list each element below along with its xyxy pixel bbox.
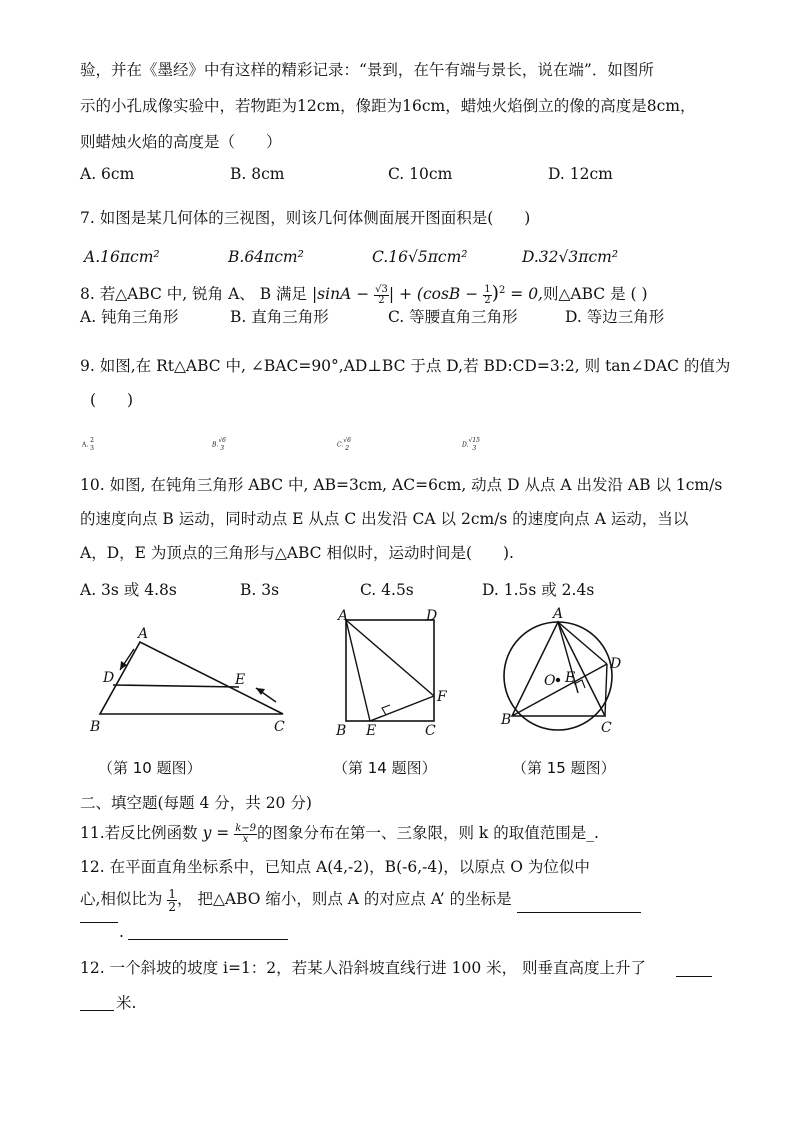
q9-stem: 9. 如图,在 Rt△ABC 中, ∠BAC=90°,AD⊥BC 于点 D,若 BD:CD=3:2, 则 tan∠DAC 的值为	[80, 357, 731, 375]
q11-prefix: 11.若反比例函数	[80, 824, 203, 842]
figure-15	[496, 604, 636, 734]
q11-suffix: 的图象分布在第一、三象限，则 k 的取值范围是_.	[257, 824, 599, 842]
q9-option-c-num: √6	[343, 437, 351, 444]
q12a-frac-den: 2	[168, 899, 177, 914]
q12a-line2-a: 心,相似比为	[80, 890, 163, 908]
fig10-label-d: D	[103, 670, 115, 686]
q9-option-a-num: 2	[90, 437, 94, 444]
figure-10	[80, 618, 310, 744]
fig14-label-a: A	[338, 608, 349, 624]
fig10-caption: （第 10 题图）	[98, 759, 202, 777]
q10-option-a: A. 3s 或 4.8s	[80, 581, 177, 599]
q11-y: y =	[202, 824, 230, 842]
fig10-label-c: C	[274, 719, 285, 735]
q12a-line1: 12. 在平面直角坐标系中，已知点 A(4,-2)，B(-6,-4)，以原点 O 为位似中	[80, 858, 590, 876]
fig15-label-c: C	[601, 720, 612, 734]
fig10-label-e: E	[235, 672, 246, 688]
q8-frac1-den: 2	[378, 294, 385, 306]
q8-option-b: B. 直角三角形	[230, 308, 329, 326]
q11-frac	[234, 824, 257, 845]
fig15-label-a: A	[553, 606, 564, 622]
q7-option-a: A.16πcm²	[84, 248, 160, 266]
q8-option-a: A. 钝角三角形	[80, 308, 179, 326]
fig14-segment-af	[346, 620, 434, 696]
q12b-answer-blank[interactable]	[676, 976, 712, 977]
fig15-label-o: O	[544, 673, 556, 689]
q7-option-d: D.32√3πcm²	[522, 248, 619, 266]
q10-line3: A，D，E 为顶点的三角形与△ABC 相似时，运动时间是( ).	[80, 544, 514, 562]
q9-paren: ( )	[90, 391, 134, 409]
q6-line1: 验，并在《墨经》中有这样的精彩记录：“景到，在午有端与景长，说在端”．如图所	[80, 61, 654, 79]
fig10-label-b: B	[90, 719, 101, 735]
q7-option-c: C.16√5πcm²	[372, 248, 468, 266]
q12a-line2	[80, 885, 641, 913]
q10-option-b: B. 3s	[240, 581, 280, 599]
q10-option-c: C. 4.5s	[360, 581, 414, 599]
q9-option-c-den: 2	[345, 445, 350, 452]
q6-line3: 则蜡烛火焰的高度是（ ）	[80, 133, 282, 151]
fig14-square	[346, 620, 434, 721]
q7-option-b: B.64πcm²	[228, 248, 304, 266]
q6-line2: 示的小孔成像实验中，若物距为12cm，像距为16cm，蜡烛火焰倒立的像的高度是8cm，	[80, 97, 696, 115]
q12a-line2-b: ， 把△ABO 缩小，则点 A 的对应点 A’ 的坐标是	[177, 890, 512, 908]
q8-expr-d: = 0,	[505, 285, 543, 304]
fig10-triangle-abc	[100, 642, 283, 714]
fig15-label-e: E	[565, 670, 576, 686]
q6-option-d: D. 12cm	[548, 165, 613, 183]
q8-stem	[80, 278, 648, 307]
fig14-label-c: C	[425, 723, 436, 738]
q9-option-b-num: √6	[218, 437, 226, 444]
q8-frac1-num: √3	[375, 283, 388, 295]
q9-option-c-frac	[343, 437, 351, 453]
q9-option-b-label: B.	[212, 441, 219, 449]
q11-stem	[80, 820, 599, 846]
q6-option-b: B. 8cm	[230, 165, 285, 183]
q9-option-a-label: A.	[82, 441, 89, 449]
q10-line2: 的速度向点 B 运动，同时动点 E 从点 C 出发沿 CA 以 2cm/s 的速度向点 A 运动，当以	[80, 510, 689, 528]
q11-frac-num: k−9	[235, 822, 256, 834]
q8-option-d: D. 等边三角形	[565, 308, 665, 326]
fig15-triangle-abc	[512, 622, 605, 716]
fig14-label-e: E	[366, 723, 377, 738]
q12a-answer-blank[interactable]	[517, 896, 641, 913]
q9-option-d-label: D.	[462, 441, 469, 449]
q10-line1: 10. 如图, 在钝角三角形 ABC 中, AB=3cm, AC=6cm, 动点 D 从点 A 出发沿 AB 以 1cm/s	[80, 476, 723, 494]
q9-option-a-den: 3	[90, 445, 94, 452]
q8-suffix: 则△ABC 是 ( )	[543, 285, 648, 304]
q9-option-d-den: 3	[472, 445, 477, 452]
q12a-line3-dot: .	[119, 923, 124, 941]
q8-option-c: C. 等腰直角三角形	[388, 308, 518, 326]
q12a-answer-blank-3[interactable]	[128, 939, 288, 940]
q9-option-b-den: 3	[220, 445, 225, 452]
q6-option-a: A. 6cm	[80, 165, 135, 183]
q9-option-d-frac	[469, 437, 480, 453]
fig15-circle	[504, 622, 612, 730]
q12a-frac	[167, 888, 177, 913]
q8-expr-c: )	[491, 282, 499, 305]
q12b-answer-blank-2[interactable]	[80, 1010, 114, 1011]
q9-option-c	[337, 437, 351, 453]
fig15-label-d: D	[610, 656, 622, 672]
q8-expr-a: |sinA −	[311, 285, 370, 304]
fig10-segment-de	[113, 685, 239, 687]
fig15-label-b: B	[501, 712, 512, 728]
fig14-label-d: D	[426, 608, 438, 624]
q9-option-d	[462, 437, 480, 453]
fig15-segment-dc	[605, 664, 607, 716]
q7-stem: 7. 如图是某几何体的三视图，则该几何体侧面展开图面积是( )	[80, 209, 531, 227]
q12b-line1: 12. 一个斜坡的坡度 i=1：2，若某人沿斜坡直线行进 100 米， 则垂直高度上升了	[80, 959, 647, 977]
figure-14	[330, 604, 460, 738]
fig10-label-a: A	[138, 626, 149, 642]
q8-frac2-den: 2	[484, 294, 491, 306]
q11-frac-den: x	[242, 833, 249, 845]
q8-frac2	[483, 285, 491, 306]
q8-frac2-num: 1	[484, 283, 491, 295]
q12a-frac-num: 1	[168, 886, 177, 901]
q9-option-b-frac	[218, 437, 226, 453]
fig14-segment-ae	[346, 620, 370, 721]
q8-expr-b: | + (cosB −	[388, 285, 479, 304]
q8-frac1	[374, 285, 389, 306]
fig14-label-b: B	[336, 723, 347, 738]
q12a-answer-blank-2[interactable]	[80, 922, 118, 923]
q12b-line2: 米.	[116, 994, 137, 1012]
q8-exponent: 2	[498, 285, 506, 296]
fig15-caption: （第 15 题图）	[512, 759, 616, 777]
fig15-center-dot	[556, 678, 560, 682]
q9-option-a-frac	[90, 437, 94, 453]
q8-prefix: 8. 若△ABC 中, 锐角 A、 B 满足	[80, 285, 312, 304]
q9-option-d-num: √15	[468, 437, 480, 444]
q9-option-c-label: C.	[337, 441, 344, 449]
q9-option-b	[212, 437, 226, 453]
q10-option-d: D. 1.5s 或 2.4s	[482, 581, 595, 599]
q9-option-a	[82, 437, 94, 453]
q6-option-c: C. 10cm	[388, 165, 453, 183]
fig14-label-f: F	[437, 689, 447, 705]
fig14-caption: （第 14 题图）	[333, 759, 437, 777]
fig14-segment-ef	[370, 696, 434, 721]
section2-title: 二、填空题(每题 4 分，共 20 分)	[80, 794, 312, 812]
